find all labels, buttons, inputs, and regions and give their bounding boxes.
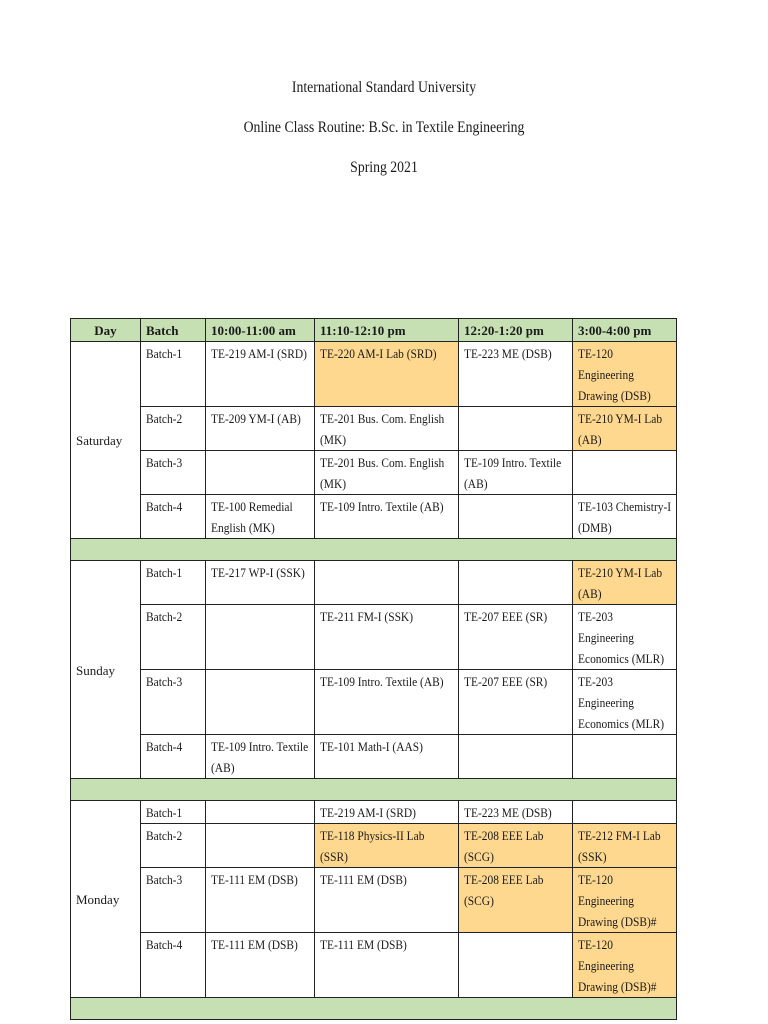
class-cell	[315, 670, 459, 735]
class-cell	[315, 451, 459, 495]
batch-label: Batch-3	[146, 455, 183, 470]
class-cell	[459, 801, 573, 824]
class-label: TE-111 EM (DSB)	[320, 937, 407, 952]
batch-cell	[141, 407, 206, 451]
class-cell	[459, 670, 573, 735]
batch-label: Batch-1	[146, 346, 183, 361]
class-label: TE-103 Chemistry-I (DMB)	[578, 499, 672, 535]
batch-cell	[141, 933, 206, 998]
class-cell	[315, 407, 459, 451]
class-cell	[206, 670, 315, 735]
class-label: TE-203 Engineering Economics (MLR)	[578, 609, 665, 666]
table-row	[71, 342, 677, 407]
batch-cell	[141, 605, 206, 670]
class-cell	[573, 605, 677, 670]
table-row	[71, 561, 677, 605]
class-cell	[573, 561, 677, 605]
class-label: TE-109 Intro. Textile (AB)	[320, 499, 444, 514]
class-cell	[206, 342, 315, 407]
batch-label: Batch-4	[146, 739, 183, 754]
class-cell	[459, 342, 573, 407]
batch-cell	[141, 495, 206, 539]
class-cell	[315, 735, 459, 779]
class-cell	[315, 495, 459, 539]
class-cell	[315, 824, 459, 868]
batch-cell	[141, 868, 206, 933]
class-cell	[459, 735, 573, 779]
column-header-day: Day	[71, 319, 141, 342]
class-label: TE-111 EM (DSB)	[211, 937, 298, 952]
class-cell	[573, 495, 677, 539]
table-row	[71, 933, 677, 998]
class-label: TE-220 AM-I Lab (SRD)	[320, 346, 437, 361]
class-label: TE-207 EEE (SR)	[464, 674, 548, 689]
title-block	[0, 78, 768, 178]
class-label: TE-212 FM-I Lab (SSK)	[578, 828, 661, 864]
class-label: TE-223 ME (DSB)	[464, 805, 552, 820]
class-cell	[459, 868, 573, 933]
class-cell	[315, 933, 459, 998]
class-label: TE-120 Engineering Drawing (DSB)	[578, 346, 651, 403]
class-label: TE-203 Engineering Economics (MLR)	[578, 674, 665, 731]
class-cell	[573, 735, 677, 779]
class-cell	[573, 407, 677, 451]
batch-cell	[141, 670, 206, 735]
column-header-slot-1: 10:00-11:00 am	[206, 319, 315, 342]
table-row	[71, 605, 677, 670]
class-label: TE-210 YM-I Lab (AB)	[578, 411, 663, 447]
table-row	[71, 824, 677, 868]
class-cell	[206, 801, 315, 824]
class-cell	[206, 605, 315, 670]
class-label: TE-207 EEE (SR)	[464, 609, 548, 624]
class-cell	[459, 605, 573, 670]
batch-cell	[141, 342, 206, 407]
class-label: TE-109 Intro. Textile (AB)	[464, 455, 562, 491]
class-label: TE-217 WP-I (SSK)	[211, 565, 305, 580]
table-row	[71, 801, 677, 824]
class-routine-table	[70, 318, 677, 1020]
class-cell	[459, 495, 573, 539]
class-cell	[459, 407, 573, 451]
class-cell	[206, 735, 315, 779]
class-label: TE-208 EEE Lab (SCG)	[464, 828, 544, 864]
class-cell	[573, 670, 677, 735]
class-cell	[315, 801, 459, 824]
class-label: TE-201 Bus. Com. English (MK)	[320, 455, 445, 491]
class-cell	[573, 801, 677, 824]
batch-label: Batch-2	[146, 609, 183, 624]
table-row	[71, 670, 677, 735]
class-cell	[315, 605, 459, 670]
class-cell	[206, 868, 315, 933]
day-cell: Saturday	[71, 342, 141, 539]
day-separator-row	[71, 539, 677, 561]
table-row	[71, 495, 677, 539]
column-header-batch: Batch	[141, 319, 206, 342]
class-label: TE-111 EM (DSB)	[211, 872, 298, 887]
column-header-slot-3: 12:20-1:20 pm	[459, 319, 573, 342]
table-row	[71, 868, 677, 933]
class-cell	[206, 451, 315, 495]
batch-label: Batch-3	[146, 872, 183, 887]
class-cell	[573, 342, 677, 407]
class-label: TE-101 Math-I (AAS)	[320, 739, 423, 754]
class-label: TE-109 Intro. Textile (AB)	[211, 739, 309, 775]
batch-cell	[141, 801, 206, 824]
class-cell	[206, 933, 315, 998]
university-title: International Standard University	[291, 79, 477, 96]
class-label: TE-210 YM-I Lab (AB)	[578, 565, 663, 601]
class-label: TE-211 FM-I (SSK)	[320, 609, 414, 624]
batch-label: Batch-1	[146, 565, 183, 580]
class-cell	[573, 933, 677, 998]
table-row	[71, 735, 677, 779]
class-label: TE-118 Physics-II Lab (SSR)	[320, 828, 425, 864]
class-cell	[573, 868, 677, 933]
day-separator-row	[71, 779, 677, 801]
separator-cell	[71, 779, 677, 801]
class-label: TE-208 EEE Lab (SCG)	[464, 872, 544, 908]
header-row	[71, 319, 677, 342]
routine-title: Online Class Routine: B.Sc. in Textile Engineering	[243, 119, 525, 136]
separator-cell	[71, 539, 677, 561]
class-label: TE-219 AM-I (SRD)	[211, 346, 307, 361]
semester-title: Spring 2021	[350, 159, 418, 176]
day-separator-row	[71, 998, 677, 1020]
class-label: TE-109 Intro. Textile (AB)	[320, 674, 444, 689]
batch-label: Batch-2	[146, 411, 183, 426]
batch-cell	[141, 451, 206, 495]
class-label: TE-201 Bus. Com. English (MK)	[320, 411, 445, 447]
routine-body	[71, 342, 677, 1020]
batch-label: Batch-1	[146, 805, 183, 820]
class-cell	[315, 868, 459, 933]
column-header-slot-4: 3:00-4:00 pm	[573, 319, 677, 342]
batch-label: Batch-3	[146, 674, 183, 689]
class-cell	[459, 933, 573, 998]
class-cell	[573, 451, 677, 495]
batch-cell	[141, 561, 206, 605]
class-cell	[206, 824, 315, 868]
class-label: TE-120 Engineering Drawing (DSB)#	[578, 937, 657, 994]
batch-label: Batch-2	[146, 828, 183, 843]
day-cell: Sunday	[71, 561, 141, 779]
class-cell	[459, 451, 573, 495]
batch-cell	[141, 824, 206, 868]
class-label: TE-111 EM (DSB)	[320, 872, 407, 887]
class-cell	[315, 342, 459, 407]
class-label: TE-120 Engineering Drawing (DSB)#	[578, 872, 657, 929]
column-header-slot-2: 11:10-12:10 pm	[315, 319, 459, 342]
class-cell	[206, 495, 315, 539]
class-cell	[573, 824, 677, 868]
day-cell: Monday	[71, 801, 141, 998]
separator-cell	[71, 998, 677, 1020]
class-label: TE-100 Remedial English (MK)	[211, 499, 293, 535]
class-cell	[459, 561, 573, 605]
class-cell	[206, 561, 315, 605]
batch-label: Batch-4	[146, 937, 183, 952]
class-label: TE-223 ME (DSB)	[464, 346, 552, 361]
class-label: TE-209 YM-I (AB)	[211, 411, 301, 426]
batch-label: Batch-4	[146, 499, 183, 514]
batch-cell	[141, 735, 206, 779]
class-cell	[206, 407, 315, 451]
table-row	[71, 407, 677, 451]
class-label: TE-219 AM-I (SRD)	[320, 805, 416, 820]
table-row	[71, 451, 677, 495]
class-cell	[315, 561, 459, 605]
class-cell	[459, 824, 573, 868]
